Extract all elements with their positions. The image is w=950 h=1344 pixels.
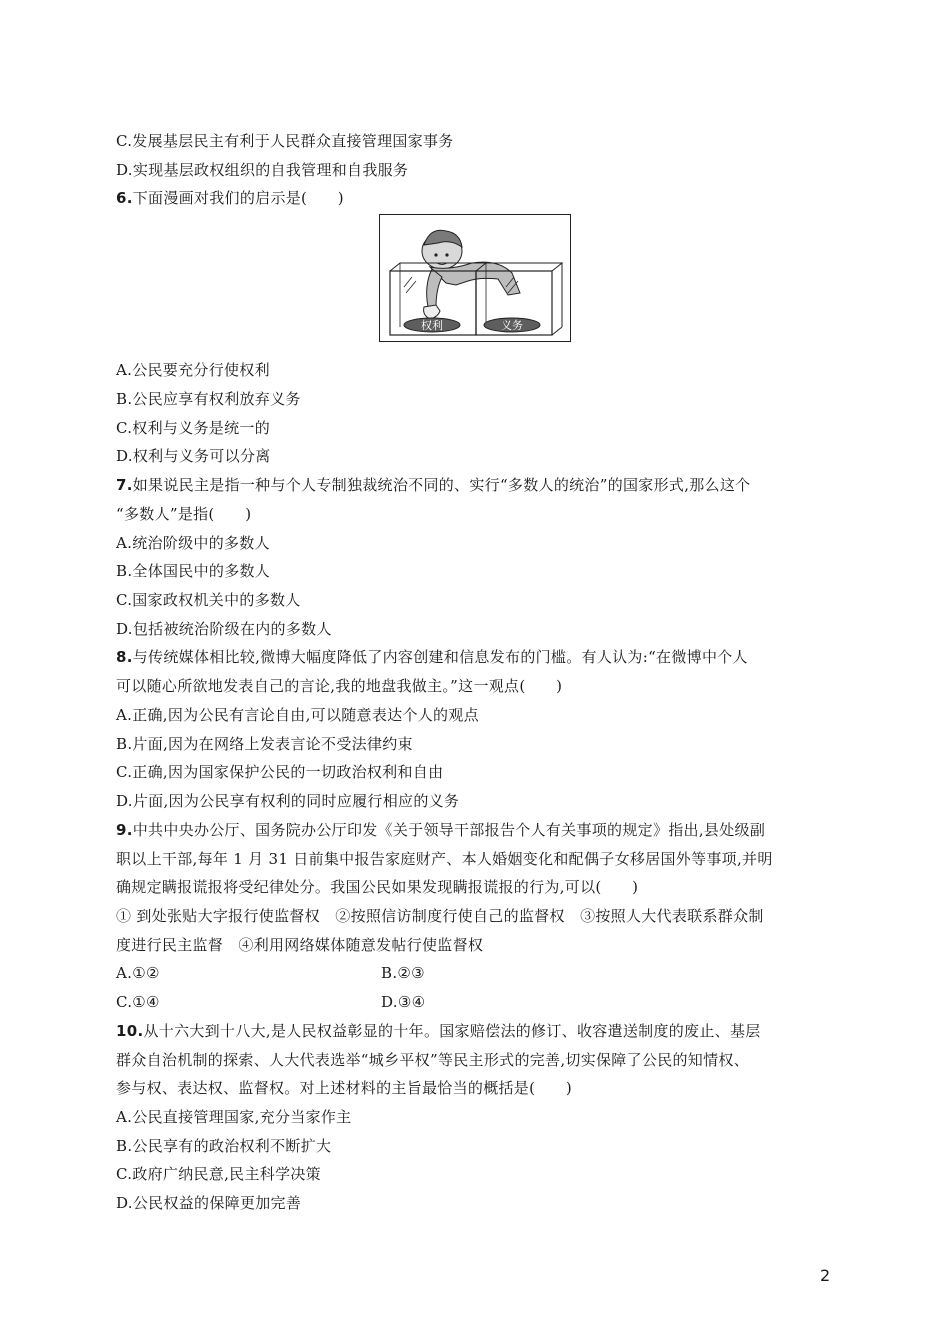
q9-option-a: A.①② [116,964,160,982]
q6-option-a: A.公民要充分行使权利 [116,361,270,379]
q8-stem-line2: 可以随心所欲地发表自己的言论,我的地盘我做主。”这一观点( ) [116,677,563,695]
q8-option-b: B.片面,因为在网络上发表言论不受法律约束 [116,735,413,753]
q10-option-c: C.政府广纳民意,民主科学决策 [116,1165,321,1183]
q6-option-c: C.权利与义务是统一的 [116,419,271,437]
q9-items-line1: ① 到处张贴大字报行使监督权 ②按照信访制度行使自己的监督权 ③按照人大代表联系群众制 [116,907,764,925]
q9-options-row1 [116,963,425,983]
q6-cartoon [379,214,571,342]
page-number: 2 [820,1266,831,1285]
q5-option-c: C.发展基层民主有利于人民群众直接管理国家事务 [116,132,454,150]
q9-option-c: C.①④ [116,993,160,1011]
q10-stem-line1 [116,1021,761,1041]
q9-items-line2: 度进行民主监督 ④利用网络媒体随意发帖行使监督权 [116,936,484,954]
q9-stem-line1 [116,820,765,840]
q9-number: 9. [116,821,133,839]
q8-stem-line1 [116,647,748,667]
q6-stem-text: 下面漫画对我们的启示是( ) [132,189,344,207]
q8-option-d: D.片面,因为公民享有权利的同时应履行相应的义务 [116,792,460,810]
q8-option-c: C.正确,因为国家保护公民的一切政治权利和自由 [116,763,444,781]
q10-number: 10. [116,1022,144,1040]
q10-stem-line2: 群众自治机制的探索、人大代表选举“城乡平权”等民主形式的完善,切实保障了公民的知情权、 [116,1051,750,1069]
q6-stem [116,188,344,208]
q6-number: 6. [116,189,133,207]
q10-option-a: A.公民直接管理国家,充分当家作主 [116,1108,352,1126]
q10-stem-line3: 参与权、表达权、监督权。对上述材料的主旨最恰当的概括是( ) [116,1079,573,1097]
q10-option-b: B.公民享有的政治权利不断扩大 [116,1137,332,1155]
q7-stem-text1: 如果说民主是指一种与个人专制独裁统治不同的、实行“多数人的统治”的国家形式,那么这个 [132,476,751,494]
q9-stem-text1: 中共中央办公厅、国务院办公厅印发《关于领导干部报告个人有关事项的规定》指出,县处级副 [132,821,766,839]
q9-stem-line2: 职以上干部,每年 1 月 31 日前集中报告家庭财产、本人婚姻变化和配偶子女移居国外等事项,并明 [116,850,773,868]
q7-number: 7. [116,476,133,494]
q9-option-d: D.③④ [381,993,426,1011]
q8-option-a: A.正确,因为公民有言论自由,可以随意表达个人的观点 [116,706,479,724]
q7-option-a: A.统治阶级中的多数人 [116,534,270,552]
q6-option-b: B.公民应享有权利放弃义务 [116,390,301,408]
q7-option-c: C.国家政权机关中的多数人 [116,591,301,609]
cartoon-label-rights: 权利 [421,319,443,332]
q9-stem-line3: 确规定瞒报谎报将受纪律处分。我国公民如果发现瞒报谎报的行为,可以( ) [116,878,639,896]
cartoon-label-duties: 义务 [501,319,523,332]
q7-option-d: D.包括被统治阶级在内的多数人 [116,620,332,638]
q10-stem-text1: 从十六大到十八大,是人民权益彰显的十年。国家赔偿法的修订、收容遣送制度的废止、基层 [143,1022,761,1040]
q9-option-b: B.②③ [381,964,425,982]
q7-option-b: B.全体国民中的多数人 [116,562,271,580]
q7-stem-line1 [116,475,750,495]
q9-options-row2 [116,992,426,1012]
q7-stem-line2: “多数人”是指( ) [116,505,252,523]
cartoon-illustration [380,215,570,341]
q8-number: 8. [116,648,133,666]
q6-option-d: D.权利与义务可以分离 [116,447,271,465]
q8-stem-text1: 与传统媒体相比较,微博大幅度降低了内容创建和信息发布的门槛。有人认为:“在微博中个人 [132,648,748,666]
q10-option-d: D.公民权益的保障更加完善 [116,1194,302,1212]
q5-option-d: D.实现基层政权组织的自我管理和自我服务 [116,161,409,179]
